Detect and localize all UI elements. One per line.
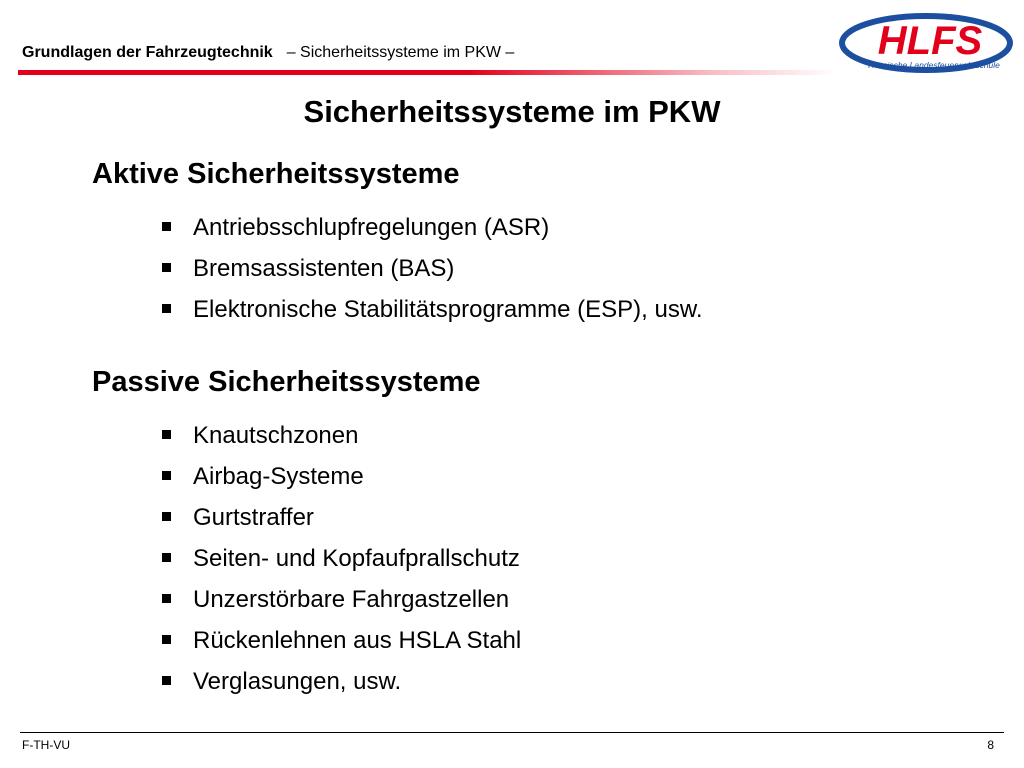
list-item bbox=[162, 248, 703, 289]
list-item-text: Gurtstraffer bbox=[193, 504, 314, 531]
bullet-square-icon bbox=[162, 512, 171, 521]
bullet-square-icon bbox=[162, 471, 171, 480]
aktive-list bbox=[162, 207, 703, 330]
list-item-text: Unzerstörbare Fahrgastzellen bbox=[193, 586, 510, 613]
slide-header bbox=[22, 44, 514, 62]
header-rule bbox=[18, 70, 838, 75]
footer-code: F-TH-VU bbox=[22, 738, 70, 752]
bullet-square-icon bbox=[162, 553, 171, 562]
list-item bbox=[162, 538, 521, 579]
header-subtitle: – Sicherheitssysteme im PKW – bbox=[286, 44, 515, 61]
list-item bbox=[162, 456, 521, 497]
passive-list bbox=[162, 415, 521, 702]
slide-title: Sicherheitssysteme im PKW bbox=[303, 94, 721, 129]
list-item-text: Elektronische Stabilitätsprogramme (ESP), usw. bbox=[193, 296, 703, 323]
list-item bbox=[162, 415, 521, 456]
logo-tagline: Hessische Landesfeuerwehrschule bbox=[868, 60, 1000, 70]
list-item-text: Rückenlehnen aus HSLA Stahl bbox=[193, 627, 522, 654]
logo-text: HLFS bbox=[877, 19, 983, 63]
bullet-square-icon bbox=[162, 635, 171, 644]
list-item-text: Bremsassistenten (BAS) bbox=[193, 255, 455, 282]
list-item-text: Seiten- und Kopfaufprallschutz bbox=[193, 545, 520, 572]
list-item-text: Airbag-Systeme bbox=[193, 463, 364, 490]
list-item bbox=[162, 207, 703, 248]
section-heading-passive: Passive Sicherheitssysteme bbox=[92, 366, 481, 398]
bullet-square-icon bbox=[162, 430, 171, 439]
list-item bbox=[162, 579, 521, 620]
list-item bbox=[162, 497, 521, 538]
list-item bbox=[162, 289, 703, 330]
footer-rule bbox=[20, 732, 1004, 733]
bullet-square-icon bbox=[162, 304, 171, 313]
bullet-square-icon bbox=[162, 594, 171, 603]
list-item-text: Verglasungen, usw. bbox=[193, 668, 402, 695]
bullet-square-icon bbox=[162, 676, 171, 685]
bullet-square-icon bbox=[162, 263, 171, 272]
list-item bbox=[162, 620, 521, 661]
hlfs-logo bbox=[838, 10, 1014, 76]
course-title: Grundlagen der Fahrzeugtechnik bbox=[22, 44, 273, 61]
page-number: 8 bbox=[987, 738, 994, 752]
list-item-text: Knautschzonen bbox=[193, 422, 359, 449]
list-item bbox=[162, 661, 521, 702]
bullet-square-icon bbox=[162, 222, 171, 231]
section-heading-aktive: Aktive Sicherheitssysteme bbox=[92, 158, 460, 190]
list-item-text: Antriebsschlupfregelungen (ASR) bbox=[193, 214, 550, 241]
